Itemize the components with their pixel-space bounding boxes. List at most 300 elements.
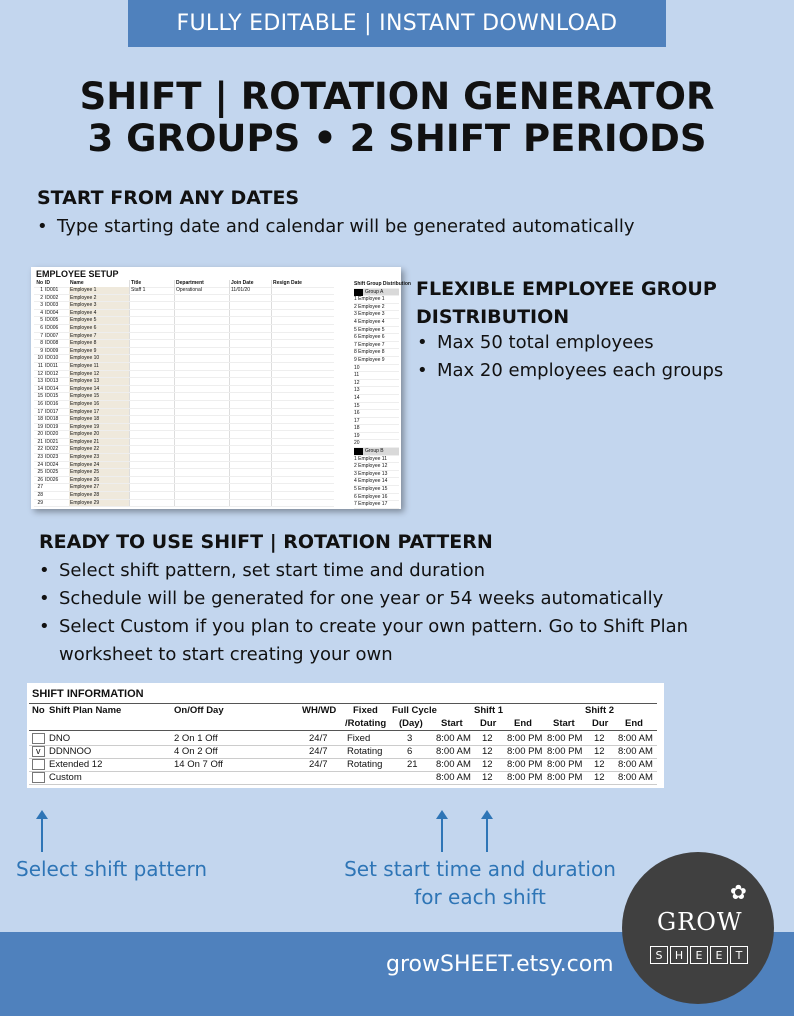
employee-cell[interactable] <box>229 325 271 332</box>
shift-cell-d2[interactable]: 12 <box>594 759 605 770</box>
employee-cell[interactable] <box>174 363 229 370</box>
shift-cell-s2[interactable]: 8:00 PM <box>547 733 583 744</box>
employee-cell[interactable] <box>271 477 316 484</box>
logo-letter: E <box>710 946 728 964</box>
employee-cell[interactable]: 22 <box>37 446 43 453</box>
employee-cell[interactable]: Employee 8 <box>69 340 129 347</box>
employee-cell[interactable]: 29 <box>37 499 43 506</box>
group-member[interactable]: 8 Employee 8 <box>354 349 399 357</box>
employee-cell[interactable]: Employee 29 <box>69 500 129 507</box>
group-member[interactable]: 17 <box>354 418 399 426</box>
employee-cell[interactable] <box>271 371 316 378</box>
employee-cell[interactable]: ID014 <box>45 385 59 392</box>
employee-cell[interactable] <box>174 310 229 317</box>
group-member[interactable]: 10 <box>354 365 399 373</box>
employee-cell[interactable] <box>229 409 271 416</box>
employee-cell[interactable]: Employee 7 <box>69 333 129 340</box>
shift-cell-d2[interactable]: 12 <box>594 746 605 757</box>
shift-cell-whwd: 24/7 <box>309 759 328 770</box>
employee-cell[interactable]: ID019 <box>45 423 59 430</box>
employee-cell[interactable]: Employee 2 <box>69 295 129 302</box>
employee-cell[interactable]: Staff 1 <box>129 287 174 294</box>
employee-cell[interactable] <box>174 431 229 438</box>
employee-cell[interactable]: Employee 11 <box>69 363 129 370</box>
shift-cell-d1[interactable]: 12 <box>482 772 493 783</box>
employee-row <box>34 317 334 325</box>
employee-cell[interactable] <box>129 446 174 453</box>
employee-cell[interactable]: ID012 <box>45 370 59 377</box>
employee-row <box>34 378 334 386</box>
employee-cell[interactable] <box>271 500 316 507</box>
employee-cell[interactable] <box>174 439 229 446</box>
employee-cell[interactable] <box>174 477 229 484</box>
employee-cell[interactable]: Employee 19 <box>69 424 129 431</box>
employee-cell[interactable] <box>129 378 174 385</box>
shift-cell-s1[interactable]: 8:00 AM <box>436 733 471 744</box>
employee-cell[interactable]: ID015 <box>45 393 59 400</box>
employee-cell[interactable] <box>229 462 271 469</box>
employee-cell[interactable] <box>129 386 174 393</box>
shift-cell-s1[interactable]: 8:00 AM <box>436 772 471 783</box>
col-shift1: Shift 1 <box>474 705 504 716</box>
group-member[interactable]: 9 Employee 9 <box>354 357 399 365</box>
employee-cell[interactable]: Employee 16 <box>69 401 129 408</box>
group-member[interactable]: 4 Employee 14 <box>354 478 399 486</box>
employee-cell[interactable] <box>229 340 271 347</box>
employee-cell[interactable] <box>174 409 229 416</box>
employee-cell[interactable] <box>174 401 229 408</box>
employee-cell[interactable] <box>129 393 174 400</box>
employee-cell[interactable]: ID016 <box>45 400 59 407</box>
employee-row <box>34 500 334 508</box>
employee-cell[interactable]: Employee 4 <box>69 310 129 317</box>
employee-cell[interactable]: ID005 <box>45 317 59 324</box>
employee-cell[interactable]: Employee 20 <box>69 431 129 438</box>
employee-cell[interactable] <box>174 333 229 340</box>
shift-cell-d1[interactable]: 12 <box>482 746 493 757</box>
employee-cell[interactable] <box>129 484 174 491</box>
employee-cell[interactable]: 11 <box>37 362 43 369</box>
shift-cell-d2[interactable]: 12 <box>594 772 605 783</box>
employee-cell[interactable]: ID003 <box>45 302 59 309</box>
shift-information-screenshot <box>27 683 664 788</box>
employee-cell[interactable] <box>174 302 229 309</box>
shift-cell-s1[interactable]: 8:00 AM <box>436 759 471 770</box>
group-member[interactable]: 2 Employee 12 <box>354 463 399 471</box>
employee-cell[interactable]: 12 <box>37 370 43 377</box>
employee-cell[interactable]: Employee 5 <box>69 317 129 324</box>
employee-cell[interactable]: 5 <box>40 317 43 324</box>
employee-cell[interactable]: ID021 <box>45 438 59 445</box>
employee-cell[interactable] <box>271 469 316 476</box>
employee-cell[interactable] <box>174 500 229 507</box>
employee-cell[interactable]: 24 <box>37 461 43 468</box>
employee-cell[interactable] <box>174 469 229 476</box>
col-shift2: Shift 2 <box>585 705 615 716</box>
employee-cell[interactable] <box>174 348 229 355</box>
group-member[interactable]: 12 <box>354 380 399 388</box>
employee-cell[interactable] <box>129 340 174 347</box>
group-member[interactable]: 19 <box>354 433 399 441</box>
employee-cell[interactable] <box>174 295 229 302</box>
employee-cell[interactable] <box>129 310 174 317</box>
group-member[interactable]: 1 Employee 1 <box>354 296 399 304</box>
employee-cell[interactable] <box>129 325 174 332</box>
employee-cell[interactable] <box>271 431 316 438</box>
employee-cell[interactable] <box>229 355 271 362</box>
employee-cell[interactable]: ID023 <box>45 454 59 461</box>
employee-cell[interactable] <box>271 363 316 370</box>
shift-cell-s2[interactable]: 8:00 PM <box>547 746 583 757</box>
employee-cell[interactable]: ID002 <box>45 294 59 301</box>
employee-cell[interactable]: Employee 27 <box>69 484 129 491</box>
employee-cell[interactable]: ID026 <box>45 476 59 483</box>
col-day: (Day) <box>399 718 423 729</box>
shift-information-title: SHIFT INFORMATION <box>32 688 144 700</box>
employee-cell[interactable] <box>174 416 229 423</box>
arrow-up-icon <box>486 812 488 852</box>
employee-cell[interactable]: ID007 <box>45 332 59 339</box>
employee-cell[interactable] <box>129 477 174 484</box>
employee-cell[interactable]: 19 <box>37 423 43 430</box>
shift-cell-e1: 8:00 PM <box>507 733 543 744</box>
employee-cell[interactable]: 27 <box>37 484 43 491</box>
employee-cell[interactable]: Employee 6 <box>69 325 129 332</box>
employee-cell[interactable] <box>174 454 229 461</box>
employee-cell[interactable] <box>129 431 174 438</box>
employee-cell[interactable]: Employee 13 <box>69 378 129 385</box>
employee-cell[interactable]: ID010 <box>45 355 59 362</box>
employee-cell[interactable]: Employee 18 <box>69 416 129 423</box>
employee-cell[interactable] <box>271 446 316 453</box>
shift-cell-fixed: Fixed <box>347 733 371 744</box>
employee-cell[interactable]: 13 <box>37 378 43 385</box>
employee-cell[interactable] <box>271 454 316 461</box>
group-member[interactable]: 7 Employee 7 <box>354 342 399 350</box>
employee-cell[interactable] <box>229 431 271 438</box>
employee-cell[interactable] <box>129 469 174 476</box>
shift-cell-e1: 8:00 PM <box>507 746 543 757</box>
employee-cell[interactable] <box>271 302 316 309</box>
section3-bullet-1: • Select shift pattern, set start time and duration <box>59 557 485 585</box>
employee-cell[interactable] <box>229 386 271 393</box>
group-member[interactable]: 6 Employee 6 <box>354 334 399 342</box>
employee-cell[interactable]: ID022 <box>45 446 59 453</box>
logo-letters <box>650 946 748 964</box>
employee-cell[interactable] <box>271 333 316 340</box>
employee-cell[interactable] <box>129 363 174 370</box>
employee-cell[interactable]: Employee 26 <box>69 477 129 484</box>
employee-cell[interactable]: Employee 3 <box>69 302 129 309</box>
employee-cell[interactable]: 3 <box>40 302 43 309</box>
employee-cell[interactable] <box>129 439 174 446</box>
employee-cell[interactable] <box>229 295 271 302</box>
logo-letter: T <box>730 946 748 964</box>
employee-cell[interactable] <box>271 386 316 393</box>
employee-cell[interactable]: ID008 <box>45 340 59 347</box>
group-member[interactable]: 2 Employee 2 <box>354 304 399 312</box>
employee-cell[interactable] <box>129 302 174 309</box>
employee-cell[interactable]: 9 <box>40 347 43 354</box>
employee-cell[interactable] <box>174 317 229 324</box>
employee-cell[interactable]: 28 <box>37 492 43 499</box>
employee-cell[interactable] <box>229 492 271 499</box>
employee-cell[interactable] <box>229 317 271 324</box>
group-member[interactable]: 13 <box>354 387 399 395</box>
employee-cell[interactable] <box>271 439 316 446</box>
employee-cell[interactable]: ID017 <box>45 408 59 415</box>
col-on-off: On/Off Day <box>174 705 224 716</box>
employee-cell[interactable] <box>129 424 174 431</box>
employee-cell[interactable] <box>44 500 69 507</box>
employee-cell[interactable] <box>129 462 174 469</box>
employee-cell[interactable] <box>271 416 316 423</box>
employee-cell[interactable] <box>271 348 316 355</box>
employee-cell[interactable] <box>271 325 316 332</box>
employee-cell[interactable]: ID004 <box>45 309 59 316</box>
employee-cell[interactable]: Employee 25 <box>69 469 129 476</box>
group-member[interactable]: 18 <box>354 425 399 433</box>
employee-cell[interactable]: ID006 <box>45 324 59 331</box>
employee-cell[interactable]: 25 <box>37 469 43 476</box>
group-member[interactable]: 15 <box>354 403 399 411</box>
employee-cell[interactable] <box>229 477 271 484</box>
employee-cell[interactable]: Employee 15 <box>69 393 129 400</box>
employee-cell[interactable] <box>174 386 229 393</box>
hdr-name: Name <box>70 280 84 286</box>
group-header[interactable]: Group B <box>354 448 399 456</box>
group-member[interactable]: 7 Employee 17 <box>354 501 399 509</box>
employee-cell[interactable] <box>229 416 271 423</box>
employee-row <box>34 401 334 409</box>
employee-cell[interactable] <box>271 355 316 362</box>
hdr-id: ID <box>45 280 50 286</box>
employee-cell[interactable] <box>129 454 174 461</box>
employee-cell[interactable]: Operational <box>174 287 229 294</box>
col-end-1: End <box>514 718 532 729</box>
employee-cell[interactable]: Employee 1 <box>69 287 129 294</box>
employee-cell[interactable]: 7 <box>40 332 43 339</box>
employee-cell[interactable]: 26 <box>37 476 43 483</box>
col-start-2: Start <box>553 718 575 729</box>
section3-bullet-3: • Select Custom if you plan to create your own pattern. Go to Shift Plan <box>59 613 688 641</box>
employee-cell[interactable]: 20 <box>37 431 43 438</box>
employee-cell[interactable]: Employee 28 <box>69 492 129 499</box>
group-member[interactable]: 6 Employee 16 <box>354 494 399 502</box>
employee-cell[interactable] <box>174 492 229 499</box>
employee-row <box>34 393 334 401</box>
employee-cell[interactable] <box>271 295 316 302</box>
shift-cell-e2: 8:00 AM <box>618 759 653 770</box>
employee-cell[interactable] <box>174 340 229 347</box>
employee-cell[interactable]: 2 <box>40 294 43 301</box>
employee-cell[interactable] <box>229 378 271 385</box>
employee-cell[interactable]: ID024 <box>45 461 59 468</box>
employee-cell[interactable] <box>229 439 271 446</box>
shift-cell-onoff: 2 On 1 Off <box>174 733 218 744</box>
employee-cell[interactable]: 18 <box>37 416 43 423</box>
employee-cell[interactable] <box>229 500 271 507</box>
employee-cell[interactable] <box>271 409 316 416</box>
employee-cell[interactable] <box>271 340 316 347</box>
caption-start-time-line1: Set start time and duration <box>344 857 616 881</box>
group-member[interactable]: 3 Employee 13 <box>354 471 399 479</box>
shift-select-checkbox[interactable] <box>32 746 45 757</box>
group-member[interactable]: 5 Employee 15 <box>354 486 399 494</box>
employee-cell[interactable]: Employee 12 <box>69 371 129 378</box>
section2-heading-line1: FLEXIBLE EMPLOYEE GROUP <box>416 278 717 300</box>
shift-cell-d1[interactable]: 12 <box>482 733 493 744</box>
group-member[interactable]: 20 <box>354 440 399 448</box>
employee-cell[interactable] <box>271 401 316 408</box>
employee-cell[interactable]: 14 <box>37 385 43 392</box>
employee-cell[interactable]: 10 <box>37 355 43 362</box>
employee-cell[interactable]: ID025 <box>45 469 59 476</box>
col-fixed: Fixed <box>353 705 378 716</box>
employee-cell[interactable]: Employee 23 <box>69 454 129 461</box>
employee-cell[interactable] <box>174 378 229 385</box>
group-member[interactable]: 5 Employee 5 <box>354 327 399 335</box>
employee-cell[interactable] <box>129 295 174 302</box>
group-distribution-header: Shift Group Distribution <box>354 281 411 287</box>
shop-link[interactable]: growSHEET.etsy.com <box>386 952 614 977</box>
employee-cell[interactable] <box>129 355 174 362</box>
employee-cell[interactable] <box>229 348 271 355</box>
employee-row <box>34 348 334 356</box>
col-rotating: /Rotating <box>345 718 387 729</box>
employee-cell[interactable] <box>229 371 271 378</box>
employee-cell[interactable] <box>271 378 316 385</box>
hdr-title: Title <box>129 280 174 287</box>
employee-cell[interactable] <box>271 424 316 431</box>
group-member[interactable]: 16 <box>354 410 399 418</box>
employee-cell[interactable]: ID020 <box>45 431 59 438</box>
employee-cell[interactable] <box>129 500 174 507</box>
employee-cell[interactable] <box>44 484 69 491</box>
employee-cell[interactable] <box>229 424 271 431</box>
employee-cell[interactable]: 21 <box>37 438 43 445</box>
employee-cell[interactable] <box>271 492 316 499</box>
shift-cell-d1[interactable]: 12 <box>482 759 493 770</box>
employee-cell[interactable]: Employee 17 <box>69 409 129 416</box>
employee-cell[interactable]: 8 <box>40 340 43 347</box>
employee-cell[interactable] <box>271 393 316 400</box>
employee-cell[interactable] <box>129 401 174 408</box>
employee-cell[interactable] <box>129 371 174 378</box>
employee-cell[interactable]: Employee 14 <box>69 386 129 393</box>
employee-cell[interactable]: ID011 <box>45 362 58 369</box>
employee-row <box>34 340 334 348</box>
employee-cell[interactable] <box>229 469 271 476</box>
shift-cell-onoff: 14 On 7 Off <box>174 759 223 770</box>
employee-cell[interactable] <box>174 446 229 453</box>
employee-row <box>34 287 334 295</box>
employee-cell[interactable] <box>229 454 271 461</box>
employee-cell[interactable] <box>271 484 316 491</box>
employee-cell[interactable] <box>229 393 271 400</box>
employee-cell[interactable]: 11/01/20 <box>229 287 271 294</box>
employee-cell[interactable] <box>174 424 229 431</box>
employee-cell[interactable] <box>174 462 229 469</box>
col-wh-wd: WH/WD <box>302 705 337 716</box>
shift-select-checkbox[interactable] <box>32 772 45 783</box>
group-member[interactable]: 14 <box>354 395 399 403</box>
employee-cell[interactable] <box>229 401 271 408</box>
employee-cell[interactable]: 17 <box>37 408 43 415</box>
employee-cell[interactable]: Employee 24 <box>69 462 129 469</box>
employee-cell[interactable] <box>129 416 174 423</box>
employee-cell[interactable] <box>129 492 174 499</box>
employee-cell[interactable] <box>129 409 174 416</box>
employee-cell[interactable]: ID013 <box>45 378 59 385</box>
shift-cell-s2[interactable]: 8:00 PM <box>547 759 583 770</box>
employee-cell[interactable] <box>271 462 316 469</box>
employee-cell[interactable] <box>129 333 174 340</box>
employee-cell[interactable] <box>174 371 229 378</box>
caption-start-time-line2: for each shift <box>414 885 546 909</box>
employee-cell[interactable]: Employee 9 <box>69 348 129 355</box>
employee-cell[interactable]: ID018 <box>45 416 59 423</box>
employee-cell[interactable] <box>174 393 229 400</box>
employee-cell[interactable]: Employee 22 <box>69 446 129 453</box>
group-member[interactable]: 11 <box>354 372 399 380</box>
employee-cell[interactable] <box>229 302 271 309</box>
employee-cell[interactable] <box>174 355 229 362</box>
employee-cell[interactable] <box>129 317 174 324</box>
employee-cell[interactable] <box>271 287 316 294</box>
employee-row <box>34 371 334 379</box>
shift-select-checkbox[interactable] <box>32 759 45 770</box>
employee-row <box>34 409 334 417</box>
shift-cell-fixed: Rotating <box>347 759 383 770</box>
employee-cell[interactable] <box>229 363 271 370</box>
caption-start-time <box>340 855 620 911</box>
employee-cell[interactable]: ID009 <box>45 347 59 354</box>
group-member[interactable]: 4 Employee 4 <box>354 319 399 327</box>
shift-select-checkbox[interactable] <box>32 733 45 744</box>
employee-cell[interactable] <box>44 492 69 499</box>
employee-cell[interactable] <box>229 484 271 491</box>
employee-cell[interactable]: Employee 21 <box>69 439 129 446</box>
employee-cell[interactable]: 23 <box>37 454 43 461</box>
shift-cell-name: Custom <box>49 772 82 783</box>
employee-cell[interactable]: 16 <box>37 400 43 407</box>
employee-cell[interactable]: 6 <box>40 324 43 331</box>
employee-cell[interactable] <box>174 484 229 491</box>
employee-cell[interactable] <box>271 310 316 317</box>
employee-cell[interactable] <box>129 348 174 355</box>
shift-cell-d2[interactable]: 12 <box>594 733 605 744</box>
employee-cell[interactable]: ID001 <box>45 287 59 293</box>
employee-row <box>34 484 334 492</box>
employee-cell[interactable]: 15 <box>37 393 43 400</box>
employee-cell[interactable] <box>174 325 229 332</box>
employee-cell[interactable] <box>229 333 271 340</box>
employee-cell[interactable]: 1 <box>40 287 43 293</box>
employee-cell[interactable] <box>229 446 271 453</box>
employee-cell[interactable]: Employee 10 <box>69 355 129 362</box>
employee-cell[interactable] <box>229 310 271 317</box>
col-plan-name: Shift Plan Name <box>49 705 122 716</box>
shift-cell-s1[interactable]: 8:00 AM <box>436 746 471 757</box>
group-header[interactable]: Group A <box>354 289 399 297</box>
employee-cell[interactable] <box>271 317 316 324</box>
employee-row <box>34 477 334 485</box>
employee-cell[interactable]: 4 <box>40 309 43 316</box>
group-member[interactable]: 3 Employee 3 <box>354 311 399 319</box>
group-member[interactable]: 1 Employee 11 <box>354 456 399 464</box>
shift-cell-s2[interactable]: 8:00 PM <box>547 772 583 783</box>
